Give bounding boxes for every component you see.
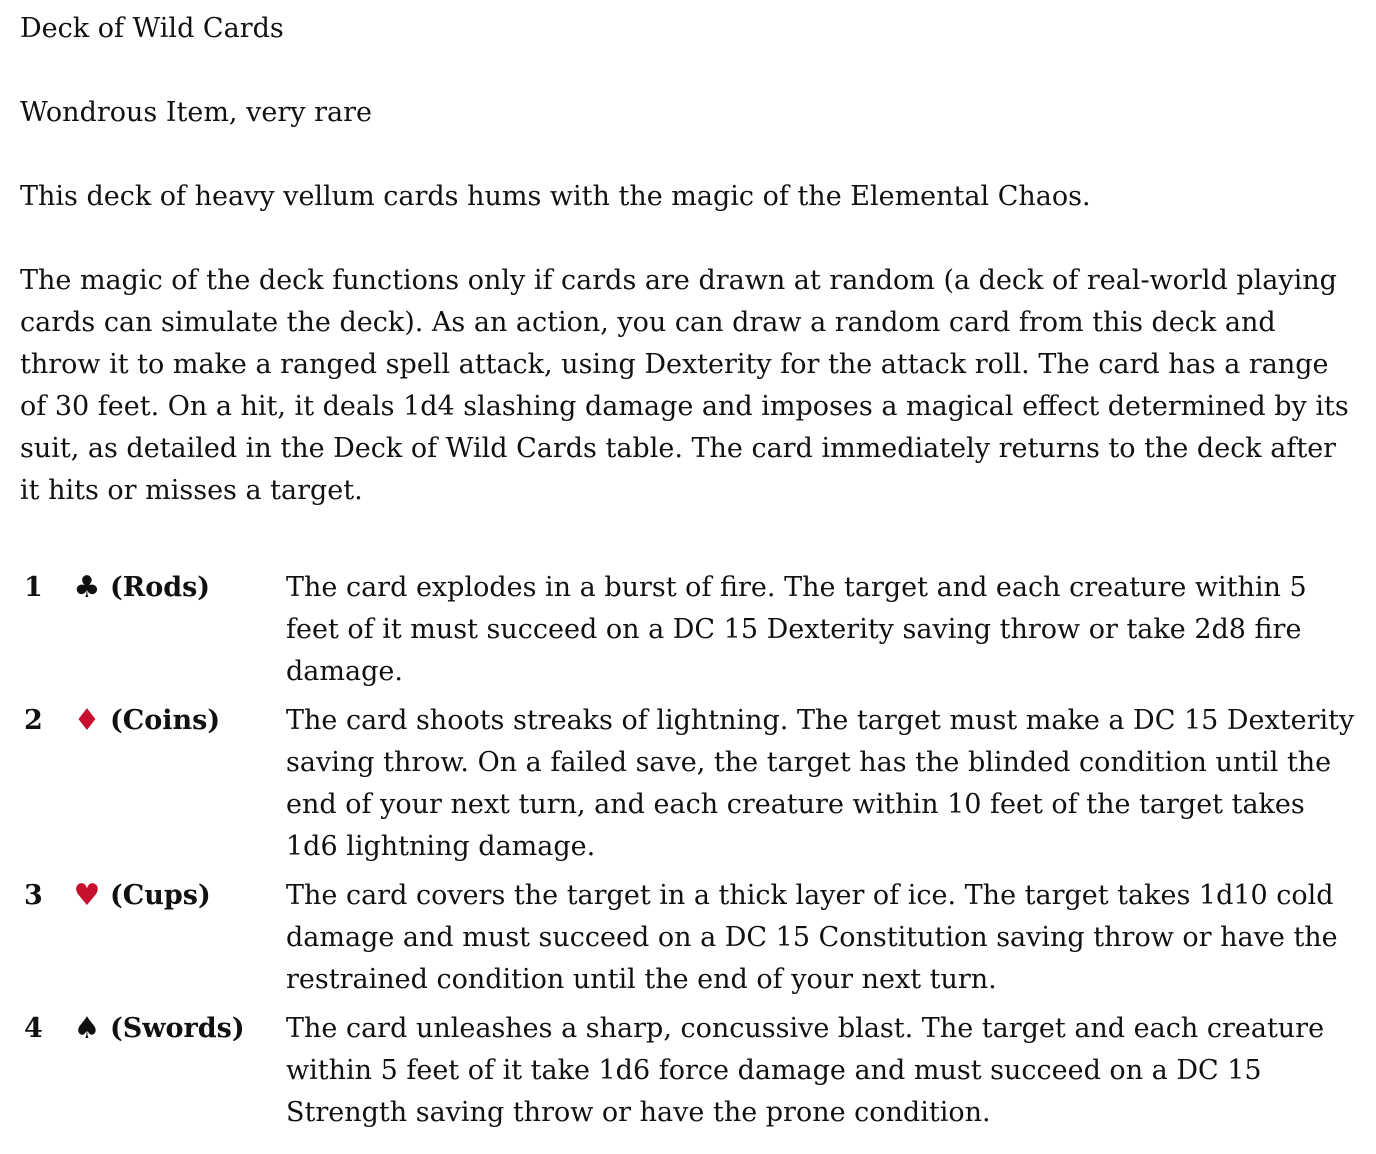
spade-icon: ♠ <box>73 1011 101 1046</box>
effect-text: The card shoots streaks of lightning. The target must make a DC 15 Dexterity saving throw. On a failed save, the target has the blinded condition until the end of your next turn, and each creature within 10 feet of the target takes 1d6 lightning damage. <box>286 705 1355 862</box>
suit-cell <box>72 1008 286 1050</box>
heart-icon: ♥ <box>73 878 101 913</box>
row-number: 2 <box>24 705 43 736</box>
item-description: The magic of the deck functions only if cards are drawn at random (a deck of real-world playing cards can simulate the deck). As an action, you can draw a random card from this deck and throw it to make a ranged spell attack, using Dexterity for the attack roll. The card has a range of 30 feet. On a hit, it deals 1d4 slashing damage and imposes a magical effect determined by its suit, as detailed in the Deck of Wild Cards table. The card immediately returns to the deck after it hits or misses a target. <box>20 265 1349 506</box>
suit-label: (Cups) <box>110 880 211 911</box>
club-icon: ♣ <box>73 570 101 605</box>
suit-cell <box>72 700 286 742</box>
suit-label: (Coins) <box>110 705 221 736</box>
suit-label: (Rods) <box>110 572 211 603</box>
row-number: 4 <box>24 1013 43 1044</box>
wild-cards-table <box>20 567 1356 1134</box>
item-flavor-text: This deck of heavy vellum cards hums with the magic of the Elemental Chaos. <box>20 181 1091 212</box>
table-row <box>20 700 1356 868</box>
suit-cell <box>72 567 286 609</box>
row-number: 3 <box>24 880 43 911</box>
effect-text: The card covers the target in a thick layer of ice. The target takes 1d10 cold damage and must succeed on a DC 15 Constitution saving throw or have the restrained condition until the end of your next turn. <box>286 880 1338 995</box>
diamond-icon: ♦ <box>73 703 101 738</box>
item-name: Deck of Wild Cards <box>20 13 284 44</box>
effect-text: The card unleashes a sharp, concussive blast. The target and each creature within 5 feet of it take 1d6 force damage and must succeed on a DC 15 Strength saving throw or have the prone condition. <box>286 1013 1325 1128</box>
table-row <box>20 567 1356 693</box>
effect-text: The card explodes in a burst of fire. The target and each creature within 5 feet of it must succeed on a DC 15 Dexterity saving throw or take 2d8 fire damage. <box>286 572 1307 687</box>
suit-label: (Swords) <box>110 1013 245 1044</box>
table-row <box>20 1008 1356 1134</box>
item-type-rarity: Wondrous Item, very rare <box>20 97 372 128</box>
row-number: 1 <box>24 572 43 603</box>
suit-cell <box>72 875 286 917</box>
table-row <box>20 875 1356 1001</box>
